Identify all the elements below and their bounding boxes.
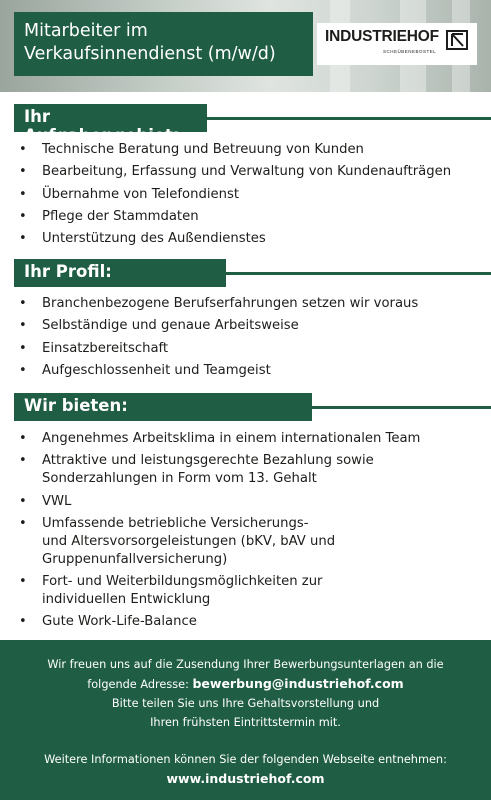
- list-item-text: Bearbeitung, Erfassung und Verwaltung von Kundenaufträgen: [42, 164, 452, 180]
- list-item-text: Selbständige und genaue Arbeitsweise: [42, 318, 299, 334]
- bullet-icon: •: [19, 362, 27, 378]
- section-divider: [226, 272, 491, 275]
- section-title: Ihr Profil:: [14, 259, 226, 287]
- footer-address-line: [0, 674, 491, 694]
- list-item: [0, 295, 491, 313]
- list-item-text: Unterstützung des Außendienstes: [42, 231, 266, 247]
- bullet-icon: •: [19, 231, 27, 247]
- website-link[interactable]: www.industriehof.com: [166, 771, 325, 786]
- logo-subtext: SCHEÜBENEBOSTEL: [383, 49, 437, 54]
- list-item-text: individuellen Entwicklung: [42, 592, 211, 608]
- bullet-icon: •: [19, 431, 27, 446]
- list-item-text: Einsatzbereitschaft: [42, 340, 169, 356]
- header-banner: [0, 0, 491, 92]
- bullet-icon: •: [19, 296, 27, 311]
- job-title-line-2: Verkaufsinnendienst (m/w/d): [24, 44, 276, 64]
- section-title: Ihr Aufgabengebiet:: [14, 104, 207, 132]
- bullet-icon: •: [19, 318, 27, 334]
- list-item: [0, 317, 491, 335]
- bullet-icon: •: [19, 493, 27, 509]
- list-item-text: Gute Work-Life-Balance: [42, 614, 197, 630]
- bullet-icon: •: [19, 453, 27, 469]
- list-item-text: Sonderzahlungen in Form vom 13. Gehalt: [42, 471, 317, 487]
- logo-text: INDUSTRIEHOF: [325, 28, 439, 45]
- list-item-text: und Altersvorsorgeleistungen (bKV, bAV und: [42, 533, 336, 549]
- list-item: [0, 340, 491, 358]
- footer-more-info: Weitere Informationen können Sie der folgenden Webseite entnehmen:: [44, 753, 447, 766]
- section-header-profil: [0, 259, 491, 287]
- list-item-text: Pflege der Stammdaten: [42, 208, 199, 224]
- application-footer: [0, 640, 491, 800]
- list-item: [0, 141, 491, 159]
- list-item-text: Fort- und Weiterbildungsmöglichkeiten zur: [42, 574, 323, 590]
- list-item-text: VWL: [42, 493, 72, 509]
- list-item: [0, 362, 491, 380]
- bieten-list: [0, 430, 491, 636]
- bullet-icon: •: [19, 142, 27, 157]
- job-title-line-1: Mitarbeiter im: [24, 21, 148, 41]
- bullet-icon: •: [19, 164, 27, 180]
- list-item-text: Technische Beratung und Betreuung von Kunden: [42, 142, 364, 157]
- section-divider: [207, 117, 491, 120]
- bullet-icon: •: [19, 614, 27, 630]
- list-item: [0, 430, 491, 448]
- section-divider: [312, 406, 491, 409]
- list-item: [0, 613, 491, 631]
- list-item: [0, 452, 491, 488]
- logo-mark-icon: [446, 30, 468, 50]
- list-item-text: Attraktive und leistungsgerechte Bezahlung sowie: [42, 453, 374, 469]
- list-item: [0, 573, 491, 609]
- footer-address-prefix: folgende Adresse:: [87, 678, 193, 691]
- list-item: [0, 493, 491, 511]
- list-item: [0, 163, 491, 181]
- footer-salary-note: Bitte teilen Sie uns Ihre Gehaltsvorstellung und: [111, 697, 380, 710]
- list-item-text: Übernahme von Telefondienst: [42, 186, 240, 202]
- list-item-text: Gruppenunfallversicherung): [42, 551, 228, 567]
- email-link[interactable]: bewerbung@industriehof.com: [192, 676, 404, 691]
- job-title: [14, 12, 313, 76]
- list-item: [0, 230, 491, 248]
- aufgaben-list: [0, 141, 491, 252]
- list-item-text: Aufgeschlossenheit und Teamgeist: [42, 362, 271, 378]
- bullet-icon: •: [19, 515, 27, 531]
- list-item: [0, 186, 491, 204]
- footer-intro: Wir freuen uns auf die Zusendung Ihrer Bewerbungsunterlagen an die: [47, 658, 444, 671]
- bullet-icon: •: [19, 340, 27, 356]
- list-item-text: Angenehmes Arbeitsklima in einem internationalen Team: [42, 431, 421, 446]
- bullet-icon: •: [19, 186, 27, 202]
- section-header-bieten: [0, 393, 491, 421]
- list-item-text: Umfassende betriebliche Versicherungs-: [42, 515, 309, 531]
- list-item-text: Branchenbezogene Berufserfahrungen setzen wir voraus: [42, 296, 419, 311]
- bullet-icon: •: [19, 574, 27, 590]
- section-title: Wir bieten:: [14, 393, 312, 421]
- company-logo: [317, 23, 477, 65]
- bullet-icon: •: [19, 208, 27, 224]
- footer-start-date-note: Ihren frühsten Eintrittstermin mit.: [150, 716, 341, 729]
- list-item: [0, 515, 491, 569]
- section-header-aufgaben: [0, 104, 491, 145]
- profil-list: [0, 295, 491, 384]
- list-item: [0, 208, 491, 226]
